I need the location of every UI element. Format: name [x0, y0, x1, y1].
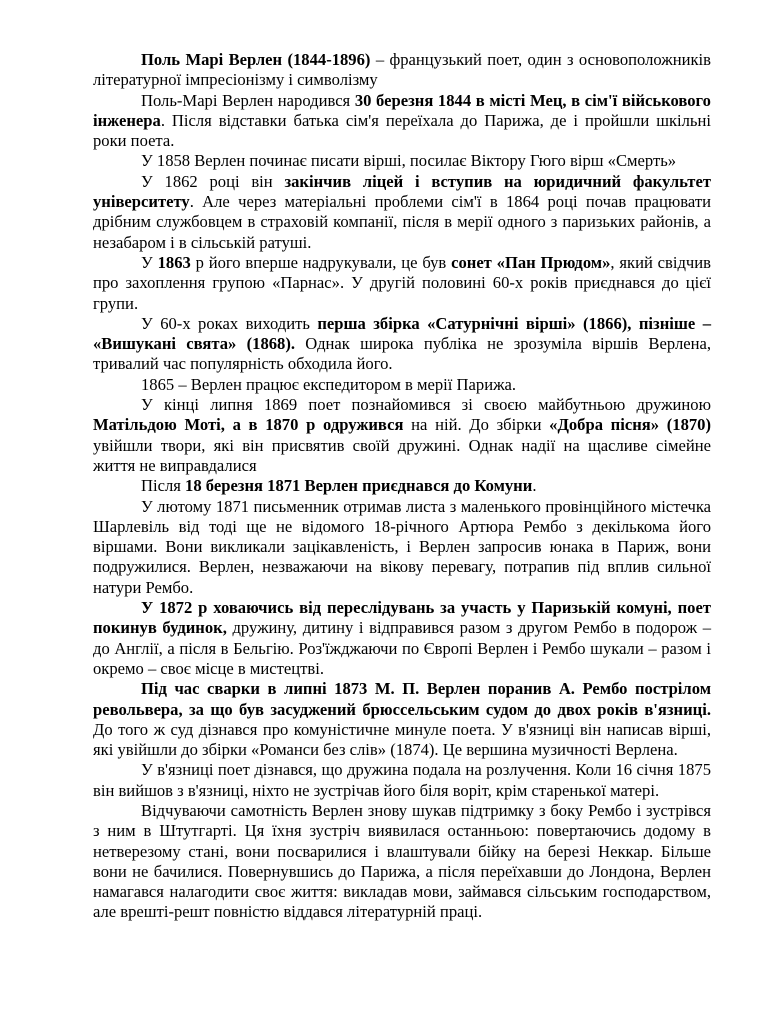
- bold-text-run: перша збірка «Сатурнічні вірші» (1866), пізніше – «Вишукані свята» (1868).: [93, 313, 711, 354]
- bold-text-run: Поль Марі Верлен (1844-1896): [141, 50, 371, 69]
- text-run: дружину, дитину і відправився разом з другом Рембо в подорож – до Англії, а після в Бельгію. Роз'їжджаючи по Європі Верлен і Рембо шукали – разом і окремо – своє місце в мистецтві.: [93, 618, 712, 678]
- paragraph: [93, 50, 711, 91]
- bold-text-run: 1863: [157, 252, 191, 272]
- text-run: Однак широка публіка не зрозуміла віршів Верлена, тривалий час популярність обходила його.: [93, 334, 711, 374]
- bold-text-run: 30 березня 1844 в місті Мец, в сім'ї військового інженера: [93, 90, 711, 130]
- bold-text-run: закінчив ліцей і вступив на юридичний факультет університету: [93, 171, 711, 212]
- paragraph: [93, 314, 711, 375]
- text-run: До того ж суд дізнався про комуністичне минуле поета. У в'язниці він написав вірші, які увійшли до збірки «Романси без слів» (1874). Це вершина музичності Верлена.: [93, 719, 711, 760]
- text-run: , який свідчив про захоплення групою «Парнас». У другій половині 60-х років приєднався до цієї групи.: [93, 252, 711, 313]
- paragraph: [93, 760, 711, 801]
- document-body: [93, 50, 711, 923]
- text-run: У: [141, 252, 158, 272]
- text-run: на ній. До збірки: [403, 415, 550, 435]
- text-run: Поль-Марі Верлен народився: [141, 90, 355, 110]
- text-run: Після: [141, 476, 186, 496]
- paragraph: [93, 801, 711, 923]
- text-run: 1865 – Верлен працює експедитором в мерії Парижа.: [141, 374, 517, 394]
- paragraph: [93, 91, 711, 152]
- paragraph: [93, 679, 711, 760]
- bold-text-run: 18 березня 1871 Верлен приєднався до Комуни: [185, 476, 533, 496]
- paragraph: [93, 497, 711, 598]
- text-run: р його вперше надрукували, це був: [190, 252, 452, 272]
- text-run: У 60-х роках виходить: [141, 313, 318, 333]
- paragraph: [93, 151, 711, 171]
- paragraph: [93, 172, 711, 253]
- paragraph: [93, 253, 711, 314]
- paragraph: [93, 375, 711, 395]
- paragraph: [93, 598, 711, 679]
- bold-text-run: У 1872 р ховаючись від переслідувань за участь у Паризькій комуні, поет покинув будинок,: [93, 598, 711, 638]
- text-run: У в'язниці поет дізнався, що дружина подала на розлучення. Коли 16 січня 1875 він вийшов з в'язниці, ніхто не зустрічав його біля воріт, крім старенької матері.: [93, 760, 711, 800]
- text-run: Відчуваючи самотність Верлен знову шукав підтримку з боку Рембо і зустрівся з ним в Штутгарті. Ця їхня зустріч виявилася останньою: повертаючись додому в нетверезому стані, вони посварилися і влаштували бійку на березі Неккар. Більше вони не бачилися. Повернувшись до Парижа, а після переїхавши до Лондона, Верлен намагався налагодити своє життя: викладав мови, займався сільським господарством, але врешті-решт повністю віддався літературній праці.: [93, 800, 711, 922]
- text-run: . Після відставки батька сім'я переїхала до Парижа, де і пройшли шкільні роки поета.: [93, 110, 711, 151]
- bold-text-run: «Добра пісня» (1870): [549, 415, 711, 435]
- text-run: – французький поет, один з основоположників літературної імпресіонізму і символізму: [93, 50, 712, 90]
- text-run: У кінці липня 1869 поет познайомився зі своєю майбутньою дружиною: [141, 395, 711, 415]
- bold-text-run: сонет «Пан Прюдом»: [451, 252, 611, 272]
- paragraph: [93, 476, 711, 496]
- bold-text-run: Матільдою Моті, а в 1870 р одружився: [93, 415, 404, 435]
- text-run: .: [532, 476, 537, 496]
- paragraph: [93, 395, 711, 476]
- bold-text-run: Під час сварки в липні 1873 М. П. Верлен поранив А. Рембо пострілом револьвера, за що був засуджений брюссельським судом до двох років в'язниці.: [93, 679, 711, 719]
- text-run: У 1862 році він: [141, 171, 285, 191]
- text-run: . Але через матеріальні проблеми сім'ї в 1864 році почав працювати дрібним службовцем в страховій компанії, після в мерії одного з паризьких районів, а незабаром і в сільській ратуші.: [93, 192, 711, 252]
- text-run: увійшли твори, які він присвятив своїй дружині. Однак надії на щасливе сімейне життя не виправдалися: [93, 435, 711, 475]
- text-run: У 1858 Верлен починає писати вірші, посилає Віктору Гюго вірш «Смерть»: [141, 151, 677, 171]
- text-run: У лютому 1871 письменник отримав листа з маленького провінційного містечка Шарлевіль від тоді ще не відомого 18-річного Артюра Рембо з декількома його віршами. Вони викликали зацікавленість, і Верлен запросив юнака в Париж, вони подружилися. Верлен, незважаючи на вікову перевагу, потрапив під вплив сильної натури Рембо.: [93, 496, 711, 597]
